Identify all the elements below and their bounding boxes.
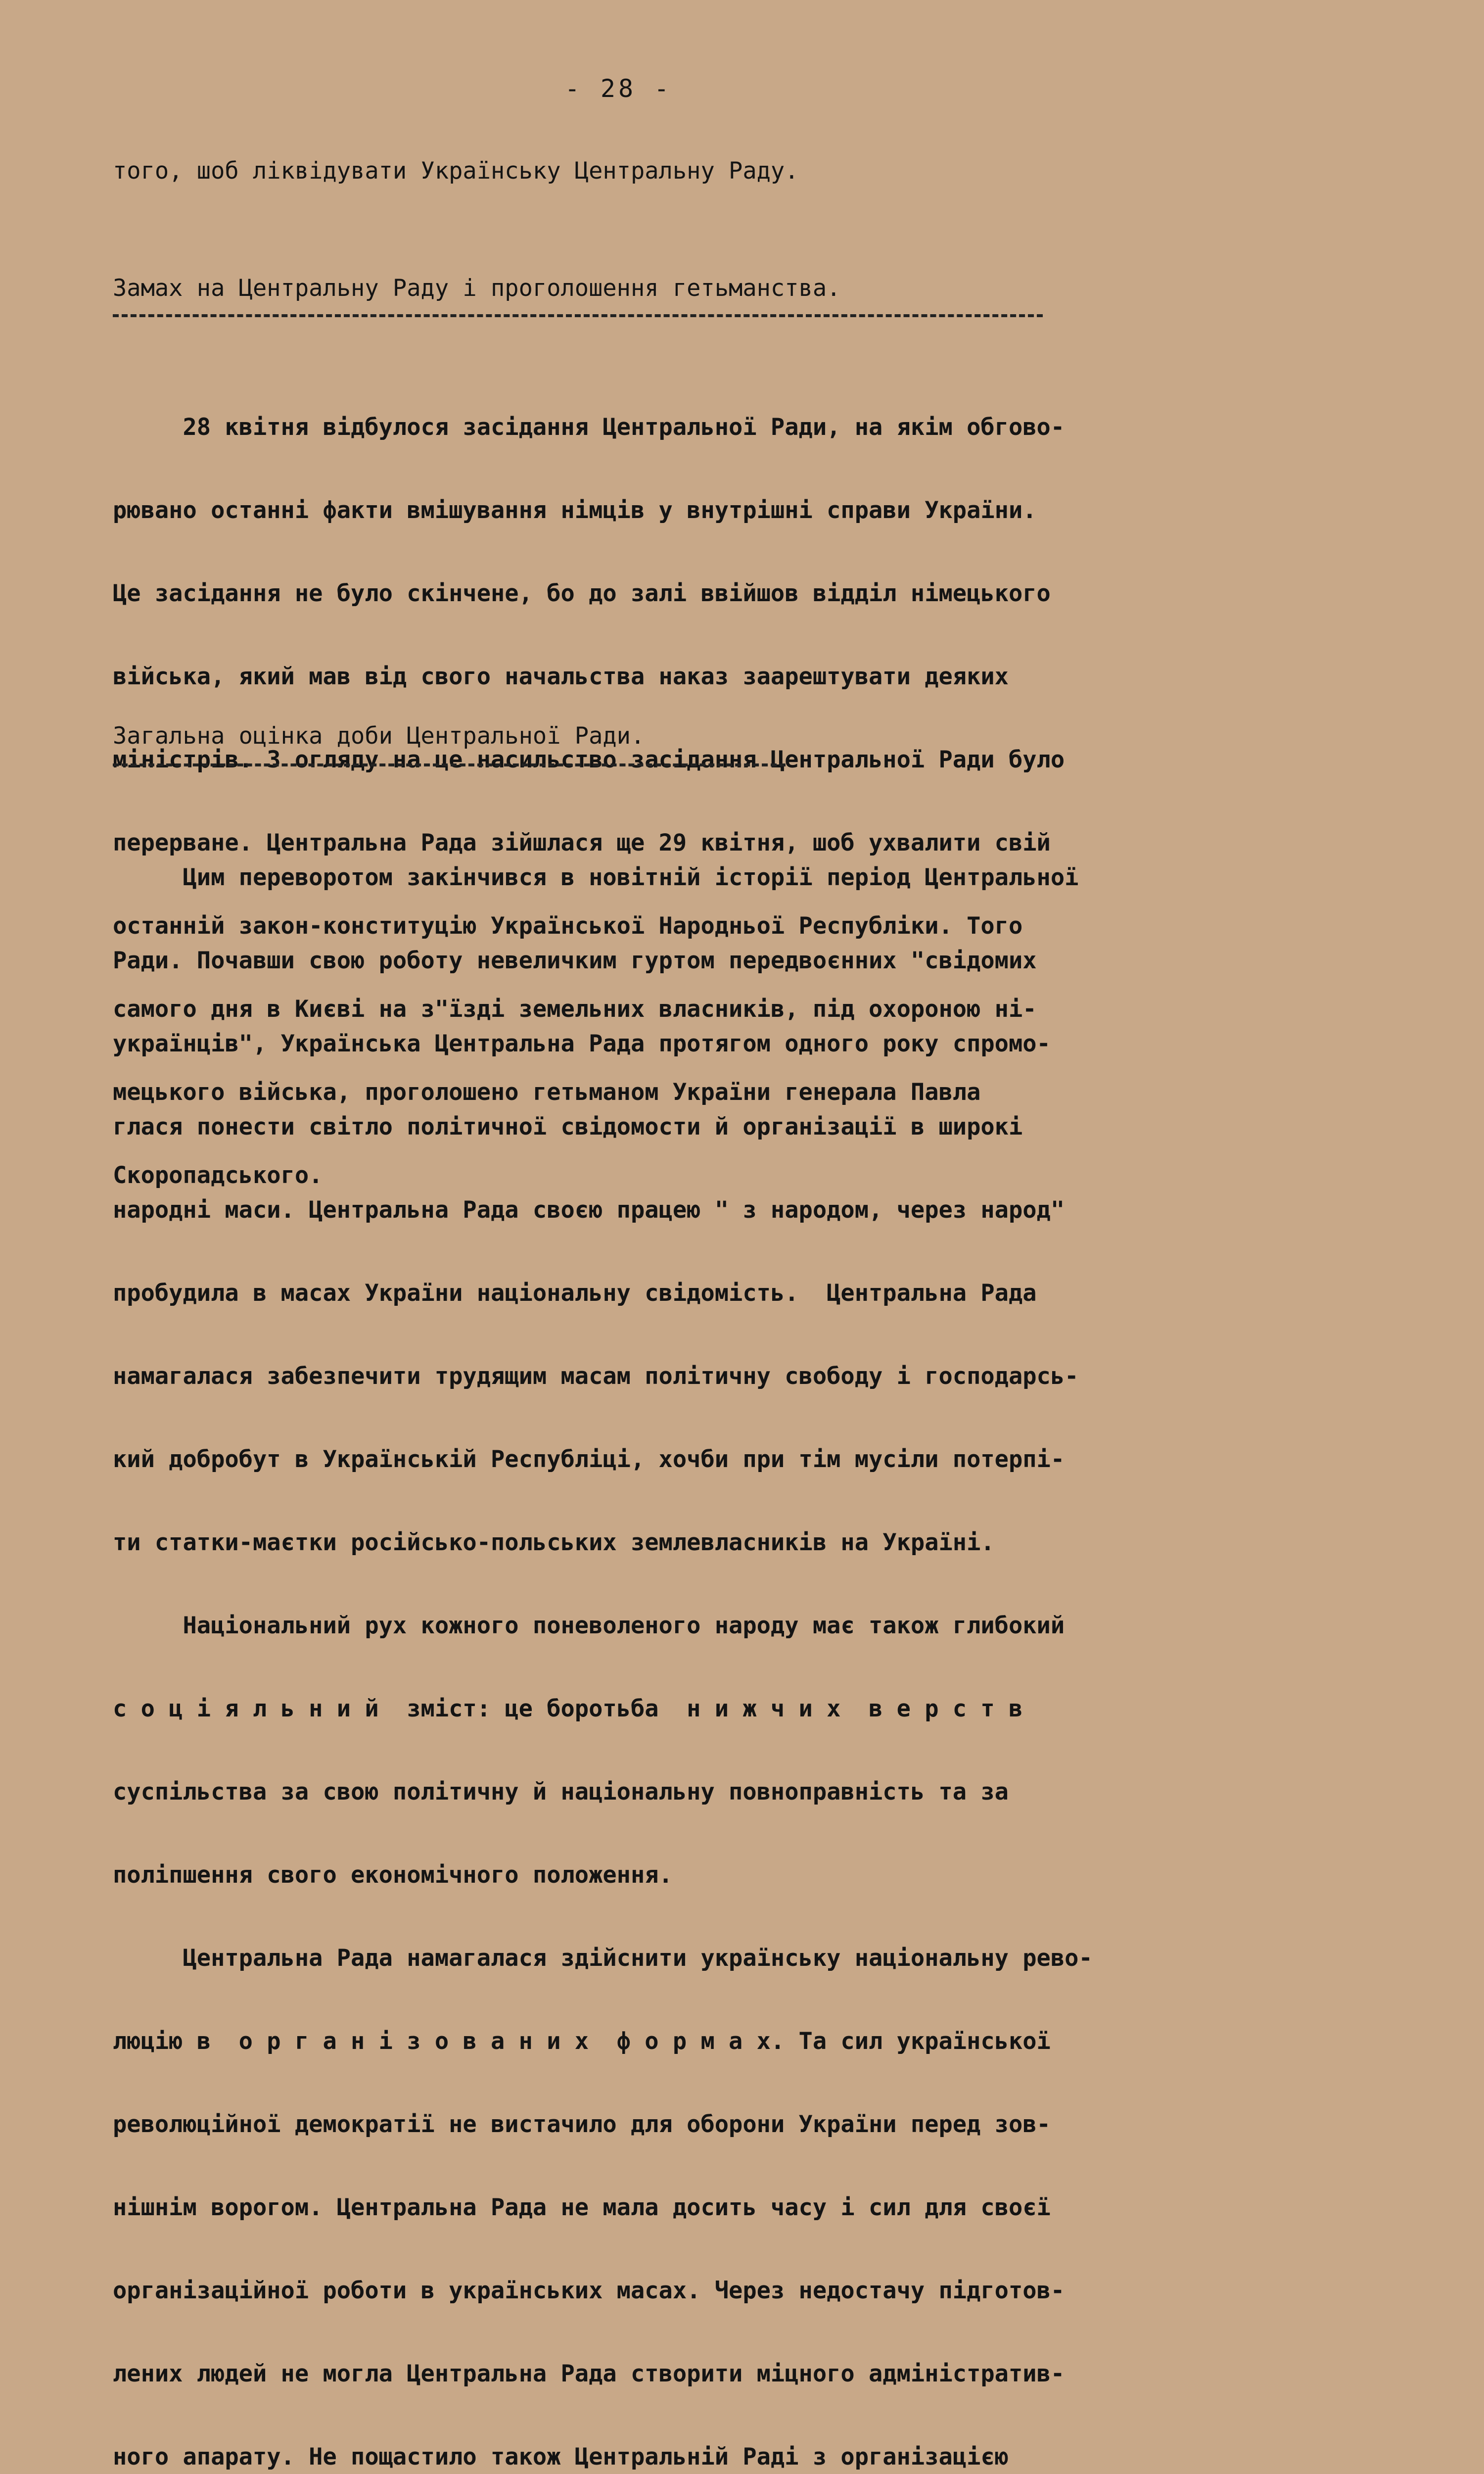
section2-heading: Загальна оцінка доби Центральної Ради.: [113, 722, 645, 750]
paragraph-line: мецького війська, проголошено гетьманом України генерала Павла: [113, 1079, 981, 1106]
paragraph-line: ти статки-маєтки російсько-польських землевласників на Україні.: [113, 1529, 995, 1556]
paragraph-line: кий добробут в Українській Республіці, хочби при тім мусіли потерпі-: [113, 1446, 1065, 1473]
page-number: - 28 -: [564, 74, 672, 103]
paragraph-line: нішнім ворогом. Центральна Рада не мала досить часу і сил для своєї: [113, 2194, 1051, 2221]
paragraph-line: перерване. Центральна Рада зійшлася ще 29 квітня, шоб ухвалити свій: [113, 829, 1051, 856]
paragraph-line: лених людей не могла Центральна Рада створити міцного адміністратив-: [113, 2360, 1065, 2387]
paragraph-line: пробудила в масах України національну свідомість. Центральна Рада: [113, 1280, 1037, 1307]
paragraph-line: Ради. Почавши свою роботу невеличким гуртом передвоєнних "свідомих: [113, 947, 1037, 974]
paragraph-line: самого дня в Києві на з"їзді земельних власників, під охороною ні-: [113, 996, 1037, 1023]
paragraph-line: організаційної роботи в українських масах. Через недостачу підготов-: [113, 2277, 1065, 2304]
paragraph-line: суспільства за свою політичну й національну повноправність та за: [113, 1778, 1009, 1806]
paragraph-line: Скоропадського.: [113, 1162, 323, 1189]
paragraph-line: Національний рух кожного поневоленого народу має також глибокий: [113, 1612, 1065, 1639]
paragraph-line: ного апарату. Не пощастило також Центральній Раді з організацією: [113, 2443, 1009, 2471]
paragraph-line: останній закон-конституцію Української Народньої Республіки. Того: [113, 912, 1023, 940]
paragraph-line: війська, який мав від свого начальства наказ заарештувати деяких: [113, 663, 1009, 690]
section2-paragraph: [113, 809, 1379, 2474]
section2-heading-underline: [113, 763, 786, 766]
paragraph-line: народні маси. Центральна Рада своєю працею " з народом, через народ": [113, 1196, 1065, 1224]
paragraph-line: с о ц і я л ь н и й зміст: це боротьба н и ж ч и х в е р с т в: [113, 1695, 1023, 1722]
paragraph-line: рювано останні факти вмішування німців у внутрішні справи України.: [113, 497, 1037, 524]
paragraph-line: Цим переворотом закінчився в новітній історії період Центральної: [113, 864, 1079, 891]
section1-heading-underline: [113, 314, 1043, 317]
paragraph-line: люцію в о р г а н і з о в а н и х ф о р м а х. Та сил української: [113, 2028, 1051, 2055]
paragraph-line: глася понести світло політичної свідомости й організації в широкі: [113, 1113, 1023, 1141]
paragraph-line: Це засідання не було скінчене, бо до залі ввійшов відділ німецького: [113, 580, 1051, 607]
intro-line: того, шоб ліквідувати Українську Центральну Раду.: [113, 157, 799, 185]
paragraph-line: 28 квітня відбулося засідання Центральної Ради, на якім обгово-: [113, 414, 1065, 441]
section1-heading: Замах на Центральну Раду і проголошення гетьманства.: [113, 275, 841, 302]
paragraph-line: Центральна Рада намагалася здійснити українську національну рево-: [113, 1945, 1093, 1972]
paragraph-line: українців", Українська Центральна Рада протягом одного року спромо-: [113, 1030, 1051, 1057]
paragraph-line: міністрів. З огляду на це насильство засідання Центральної Ради було: [113, 746, 1065, 773]
paragraph-line: намагалася забезпечити трудящим масам політичну свободу і господарсь-: [113, 1363, 1079, 1390]
paragraph-line: поліпшення свого економічного положення.: [113, 1861, 673, 1889]
paragraph-line: революційної демократії не вистачило для оборони України перед зов-: [113, 2111, 1051, 2138]
